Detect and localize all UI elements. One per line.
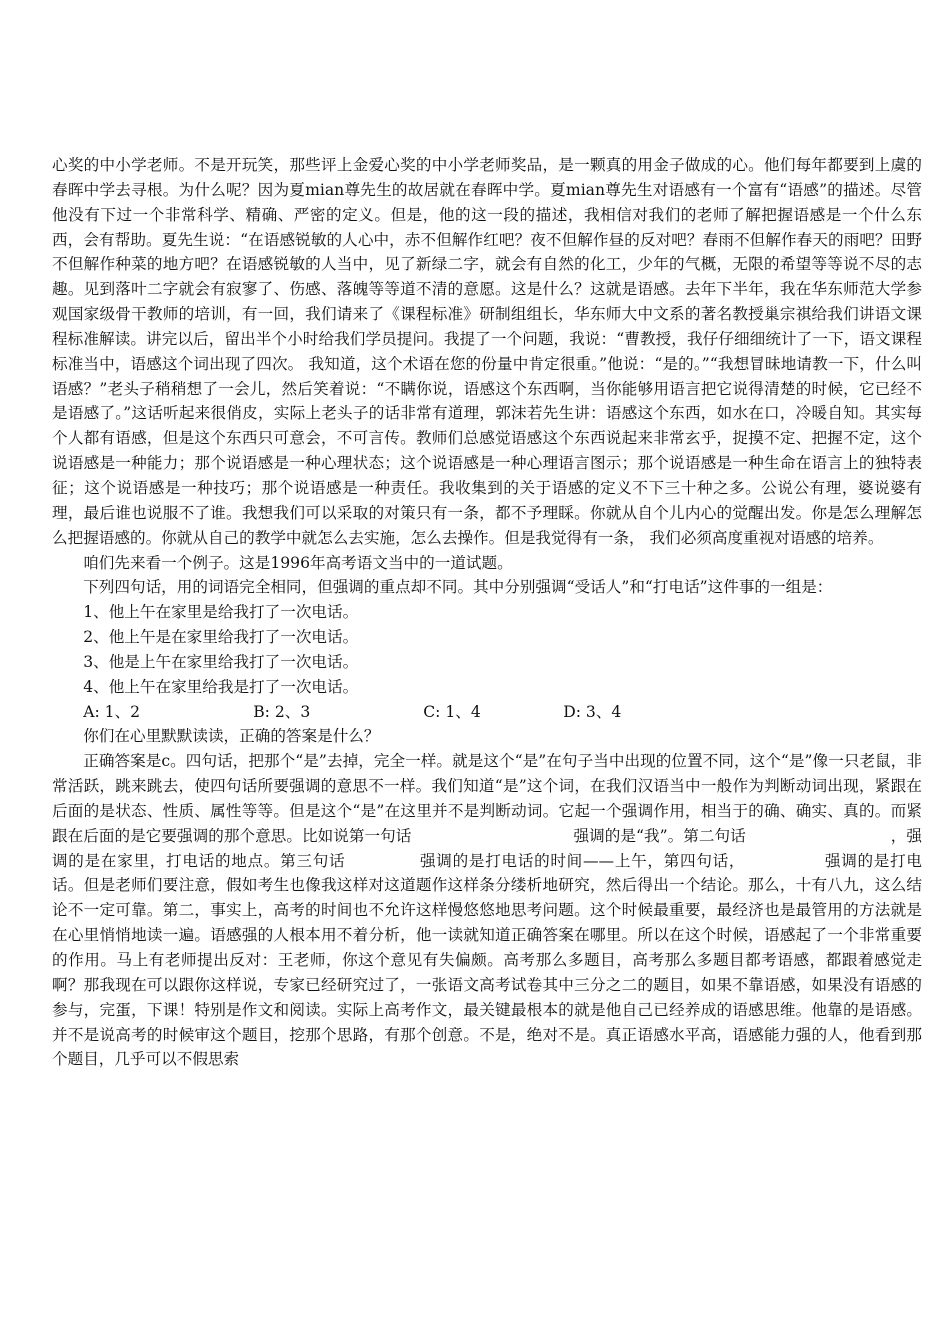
choice-a: A: 1、2 xyxy=(83,702,141,721)
choice-c: C: 1、4 xyxy=(423,702,481,721)
option-3: 3、他是上午在家里给我打了一次电话。 xyxy=(83,652,359,671)
paragraph xyxy=(52,749,922,1072)
option-2: 2、他上午是在家里给我打了一次电话。 xyxy=(83,628,359,647)
choice-b: B: 2、3 xyxy=(253,702,311,721)
paragraph: 心奖的中小学老师。不是开玩笑，那些评上金爱心奖的中小学老师奖品，是一颗真的用金子做成的心。他们每年都要到上虞的春晖中学去寻根。为什么呢？因为夏mian尊先生的故居就在春晖中学。夏mian尊先生对语感有一个富有“语感”的描述。尽管他没有下过一个非常科学、精确、严密的定义。但是，他的这一段的描述，我相信对我们的老师了解把握语感是一个什么东西，会有帮助。夏先生说：“在语感锐敏的人心中，赤不但解作红吧？夜不但解作昼的反对吧？春雨不但解作春天的雨吧？田野不但解作种菜的地方吧？在语感锐敏的人当中，见了新绿二字，就会有自然的化工，少年的气概，无限的希望等等说不尽的志趣。见到落叶二字就会有寂寥了、伤感、落魄等等道不清的意愿。这是什么？这就是语感。去年下半年，我在华东师范大学参观国家级骨干教师的培训，有一回，我们请来了《课程标准》研制组组长，华东师大中文系的著名教授巢宗祺给我们讲语文课程标准解读。讲完以后，留出半个小时给我们学员提问。我提了一个问题，我说：“曹教授，我仔仔细细统计了一下，语文课程标准当中，语感这个词出现了四次。 我知道，这个术语在您的份量中肯定很重。”他说：“是的。”“我想冒昧地请教一下，什么叫语感？”老头子稍稍想了一会儿，然后笑着说：“不瞒你说，语感这个东西啊，当你能够用语言把它说得清楚的时候，它已经不是语感了。”这话听起来很俏皮，实际上老头子的话非常有道理，郭沫若先生讲：语感这个东西，如水在口，冷暖自知。其实每个人都有语感，但是这个东西只可意会，不可言传。教师们总感觉语感这个东西说起来非常玄乎，捉摸不定、把握不定，这个说语感是一种能力；那个说语感是一种心理状态；这个说语感是一种心理语言图示；那个说语感是一种生命在语言上的独特表征；这个说语感是一种技巧；那个说语感是一种责任。我收集到的关于语感的定义不下三十种之多。公说公有理，婆说婆有理，最后谁也说服不了谁。我想我们可以采取的对策只有一条，都不予理睬。你就从自个儿内心的觉醒出发。你是怎么理解怎么把握语感的。你就从自己的教学中就怎么去实施，怎么去操作。但是我觉得有一条， 我们必须高度重视对语感的培养。 xyxy=(52,156,922,547)
document-body xyxy=(52,153,922,1072)
paragraph: 下列四句话，用的词语完全相同，但强调的重点却不同。其中分别强调“受话人”和“打电话”这件事的一组是： xyxy=(83,578,833,597)
option-4: 4、他上午在家里给我是打了一次电话。 xyxy=(83,677,359,696)
paragraph: 咱们先来看一个例子。这是1996年高考语文当中的一道试题。 xyxy=(83,553,513,572)
paragraph-segment: 强调的是打电话的时间——上午，第四句话， xyxy=(419,851,746,870)
paragraph-segment: 强调的是打电话。但是老师们要注意，假如考生也像我这样对这道题作这样条分缕析地研究，然后得出一个结论。那么，十有八九，这么结论不一定可靠。第二，事实上，高考的时间也不允许这样慢悠悠地思考问题。这个时候最重要，最经济也是最管用的方法就是在心里悄悄地读一遍。语感强的人根本用不着分析，他一读就知道正确答案在哪里。所以在这个时候，语感起了一个非常重要的作用。马上有老师提出反对：王老师，你这个意见有失偏颇。高考那么多题目，高考那么多题目都考语感，都跟着感觉走啊？那我现在可以跟你这样说，专家已经研究过了，一张语文高考试卷其中三分之二的题目，如果不靠语感，如果没有语感的参与，完蛋，下课！特别是作文和阅读。实际上高考作文，最关键最根本的就是他自己已经养成的语感思维。他靠的是语感。并不是说高考的时候审这个题目，挖那个思路，有那个创意。不是，绝对不是。真正语感水平高，语感能力强的人，他看到那个题目，几乎可以不假思索 xyxy=(52,851,922,1069)
option-1: 1、他上午在家里是给我打了一次电话。 xyxy=(83,603,359,622)
paragraph-segment: 正确答案是c。四句话，把那个“是”去掉，完全一样。就是这个“是”在句子当中出现的位置不同，这个“是”像一只老鼠，非常活跃，跳来跳去，使四句话所要强调的意思不一样。我们知道“是”这个词，在我们汉语当中一般作为判断动词出现，紧跟在后面的是状态、性质、属性等等。但是这个“是”在这里并不是判断动词。它起一个强调作用，相当于的确、确实、真的。而紧跟在后面的是它要强调的那个意思。比如说第一句话 xyxy=(52,752,922,845)
choice-d: D: 3、4 xyxy=(563,702,622,721)
paragraph: 你们在心里默默读读，正确的答案是什么？ xyxy=(83,727,380,746)
answer-choices xyxy=(52,700,922,725)
paragraph-segment: ，强调的是在家里，打电话的地点。第三句话 xyxy=(52,826,922,870)
paragraph-segment: 强调的是“我”。第二句话 xyxy=(573,826,746,845)
